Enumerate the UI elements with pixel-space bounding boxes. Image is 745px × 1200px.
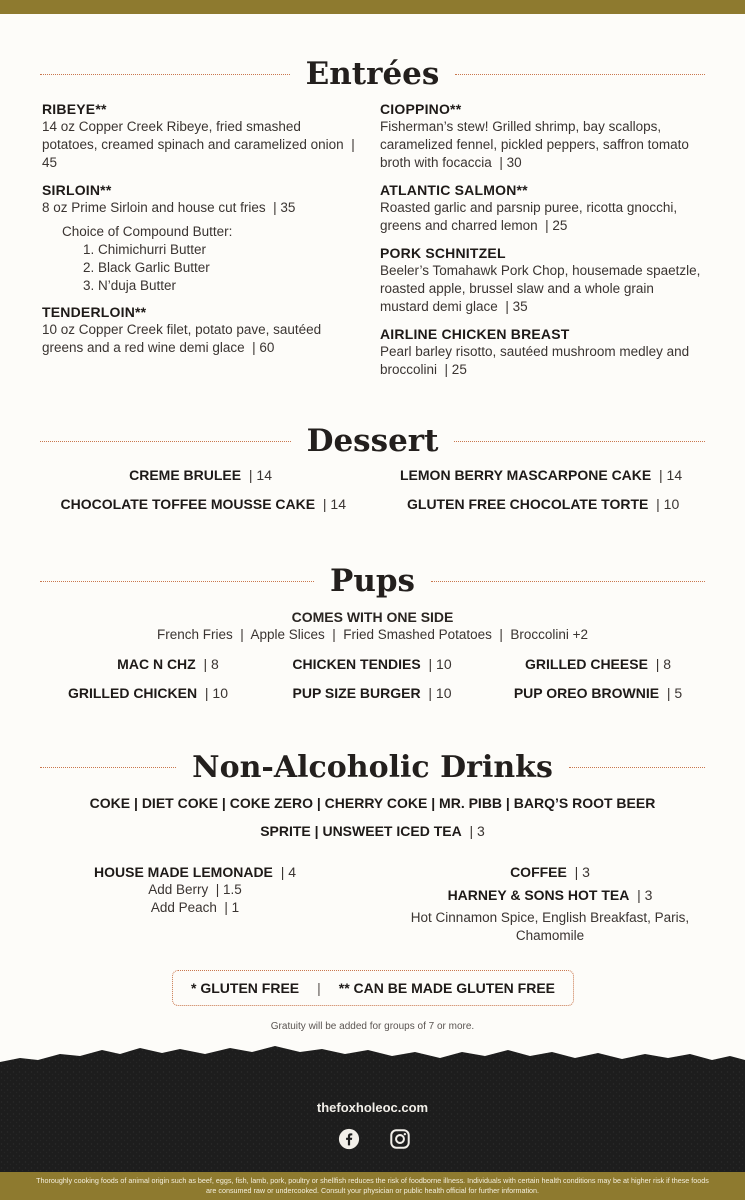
gluten-free-legend (172, 970, 574, 1006)
pups-sides-list: French Fries | Apple Slices | Fried Smashed Potatoes | Broccolini +2 (156, 627, 589, 642)
dessert-title: Dessert (306, 423, 439, 459)
website-link[interactable]: thefoxholeoc.com (316, 1100, 429, 1115)
menu-item (380, 325, 705, 379)
item-description: Fisherman’s stew! Grilled shrimp, bay scallops, caramelized fennel, pickled peppers, saffron tomato broth with focaccia | 30 (380, 119, 689, 170)
item-description: Roasted garlic and parsnip puree, ricotta gnocchi, greens and charred lemon | 25 (380, 200, 678, 233)
pup-item: CHICKEN TENDIES | 10 (292, 656, 452, 672)
item-description: 14 oz Copper Creek Ribeye, fried smashed potatoes, creamed spinach and caramelized onion | 45 (42, 119, 355, 170)
item-name: CIOPPINO** (380, 101, 462, 117)
food-safety-disclaimer: Thoroughly cooking foods of animal origin such as beef, eggs, fish, lamb, pork, poultry or shellfish reduces the risk of foodborne illness. Individuals with certain health conditions may be at higher risk if these foods are consumed raw or undercooked. Consult your physician or public health official for further information. (0, 1172, 745, 1200)
pup-item: GRILLED CHICKEN | 10 (67, 685, 228, 701)
dessert-header (40, 423, 705, 459)
entrees-header (40, 56, 705, 92)
item-price: | 10 (656, 496, 680, 512)
gf-possible-label: ** CAN BE MADE GLUTEN FREE (338, 980, 555, 996)
addon: Add Berry | 1.5 (148, 882, 242, 897)
item-name: LEMON BERRY MASCARPONE CAKE (400, 467, 652, 483)
item-name: COFFEE (510, 864, 567, 880)
item-name: GLUTEN FREE CHOCOLATE TORTE (407, 496, 649, 512)
item-description: 10 oz Copper Creek filet, potato pave, sautéed greens and a red wine demi glace | 60 (42, 322, 322, 355)
item-description: 8 oz Prime Sirloin and house cut fries | 35 (42, 200, 296, 215)
facebook-icon[interactable] (338, 1128, 360, 1150)
butter-option: 1. Chimichurri Butter (98, 241, 357, 259)
pups-title: Pups (330, 563, 415, 599)
sodas-line-1: COKE | DIET COKE | COKE ZERO | CHERRY COKE | MR. PIBB | BARQ’S ROOT BEER (89, 795, 656, 811)
item-name: AIRLINE CHICKEN BREAST (380, 326, 570, 342)
butter-heading: Choice of Compound Butter: (62, 224, 233, 239)
menu-item (42, 181, 357, 217)
item-name: SIRLOIN** (42, 182, 112, 198)
butter-option: 2. Black Garlic Butter (98, 259, 357, 277)
menu-item (380, 244, 705, 316)
item-name: RIBEYE** (42, 101, 107, 117)
sodas-line-2: SPRITE | UNSWEET ICED TEA | 3 (260, 823, 485, 839)
item-name: HARNEY & SONS HOT TEA (447, 887, 630, 903)
pup-item: PUP OREO BROWNIE | 5 (513, 685, 683, 701)
item-name: CREME BRULEE (129, 467, 242, 483)
butter-option: 3. N’duja Butter (98, 277, 357, 295)
item-name: HOUSE MADE LEMONADE (94, 864, 273, 880)
instagram-icon[interactable] (389, 1128, 411, 1150)
menu-item (380, 100, 705, 172)
menu-item (42, 303, 357, 357)
item-description: Pearl barley risotto, sautéed mushroom medley and broccolini | 25 (380, 344, 690, 377)
compound-butter-options (62, 223, 357, 295)
item-name: CHOCOLATE TOFFEE MOUSSE CAKE (60, 496, 316, 512)
item-price: | 14 (248, 467, 272, 483)
item-price: | 14 (659, 467, 683, 483)
item-description: Beeler’s Tomahawk Pork Chop, housemade spaetzle, roasted apple, brussel slaw and a whole grain mustard demi glace | 35 (380, 263, 701, 314)
pups-side-heading: COMES WITH ONE SIDE (291, 609, 454, 625)
dessert-item (400, 466, 682, 484)
item-name: TENDERLOIN** (42, 304, 147, 320)
entrees-title: Entrées (305, 56, 440, 92)
pup-item: PUP SIZE BURGER | 10 (292, 685, 452, 701)
drinks-header (40, 750, 705, 785)
dessert-item (61, 495, 347, 513)
gf-label: * GLUTEN FREE (191, 980, 300, 996)
item-name: PORK SCHNITZEL (380, 245, 506, 261)
menu-item (42, 100, 357, 172)
top-gold-bar (0, 0, 745, 14)
lemonade-block: HOUSE MADE LEMONADE | 4 Add Berry | 1.5 Add Peach | 1 (60, 863, 330, 917)
dessert-item (407, 495, 679, 513)
pup-item: GRILLED CHEESE | 8 (525, 656, 671, 672)
pups-header (40, 563, 705, 599)
hot-drinks-block: COFFEE | 3 HARNEY & SONS HOT TEA | 3 Hot Cinnamon Spice, English Breakfast, Paris, Chamomile (400, 863, 700, 945)
item-name: ATLANTIC SALMON** (380, 182, 528, 198)
entrees-right-column (380, 100, 705, 388)
entrees-left-column (42, 100, 357, 366)
addon: Add Peach | 1 (150, 900, 240, 915)
pup-item: MAC N CHZ | 8 (117, 656, 219, 672)
tea-flavors: Hot Cinnamon Spice, English Breakfast, Paris, Chamomile (410, 910, 690, 943)
menu-item (380, 181, 705, 235)
drinks-title: Non-Alcoholic Drinks (192, 750, 553, 785)
gratuity-note: Gratuity will be added for groups of 7 or more. (270, 1021, 475, 1032)
legend-separator: | (317, 980, 321, 996)
dessert-item (129, 466, 272, 484)
item-price: | 14 (322, 496, 346, 512)
